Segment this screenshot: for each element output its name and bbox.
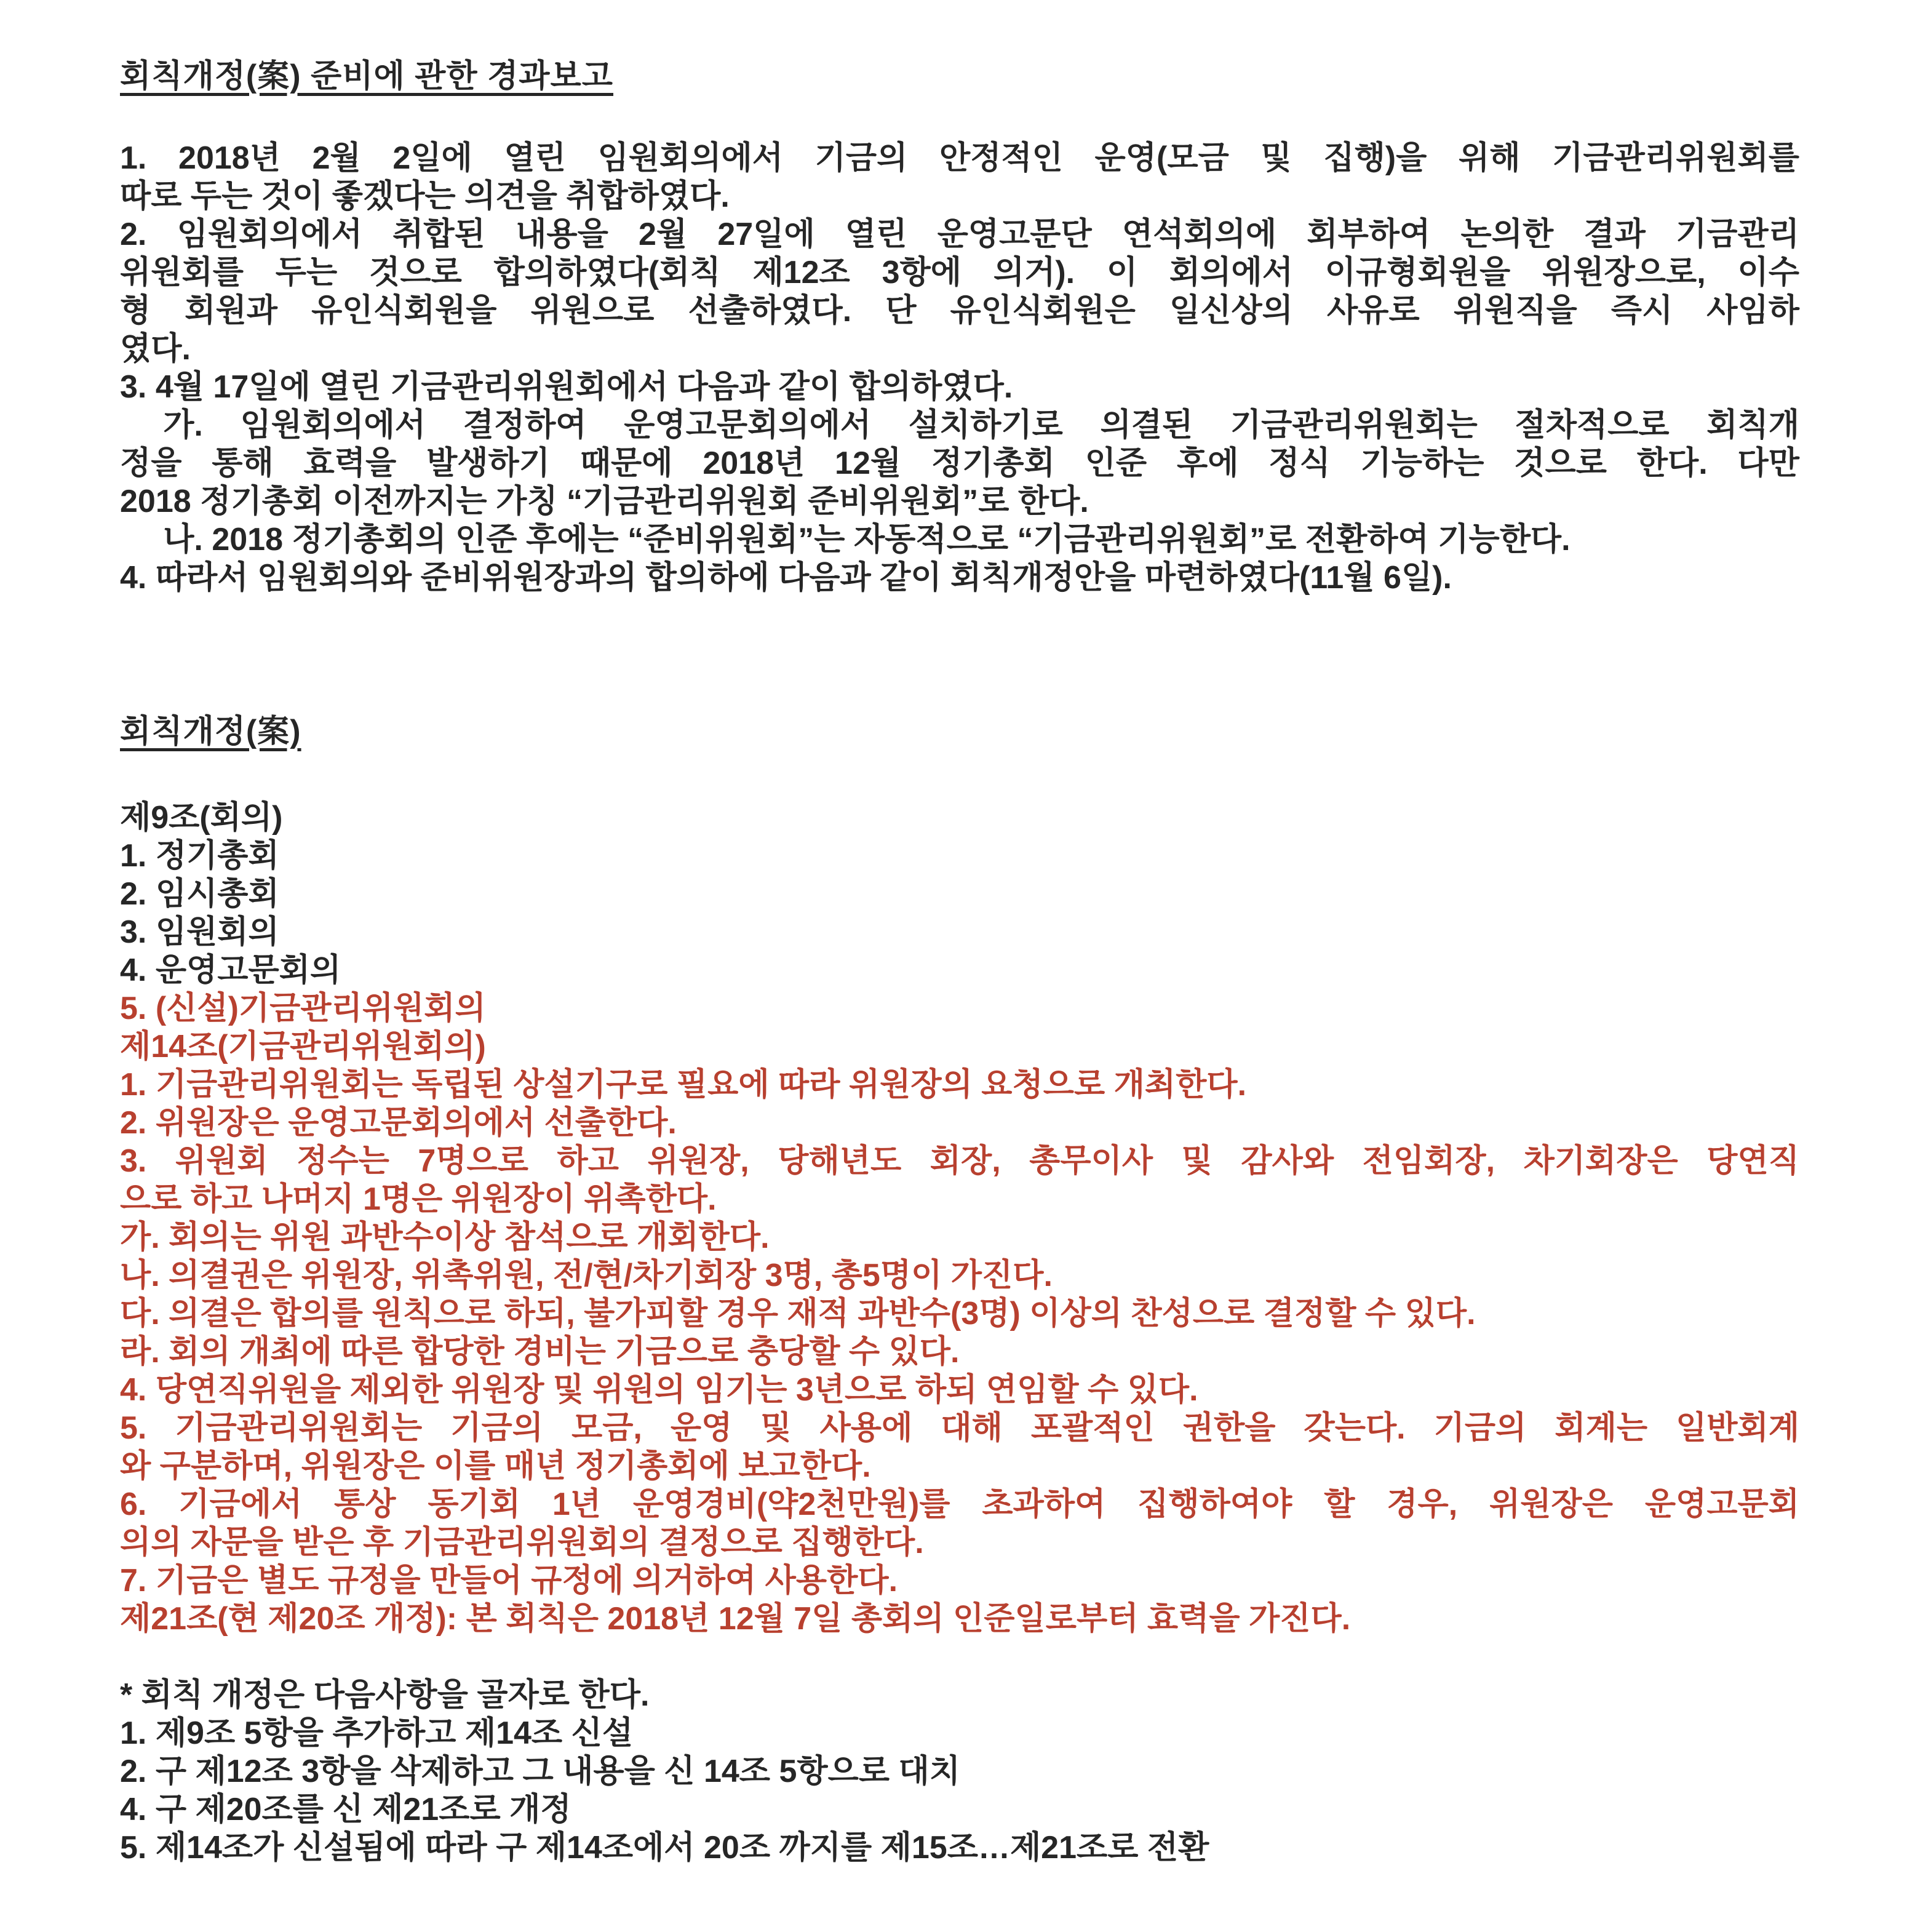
summary-line: 4. 구 제20조를 신 제21조로 개정 bbox=[120, 1792, 571, 1827]
report-line: 3. 4월 17일에 열린 기금관리위원회에서 다음과 같이 합의하였다. bbox=[120, 369, 1013, 405]
amendment-section bbox=[120, 713, 1799, 1638]
amendment-line: 4. 운영고문회의 bbox=[120, 952, 341, 988]
amendment-line: 1. 기금관리위원회는 독립된 상설기구로 필요에 따라 위원장의 요청으로 개최한다. bbox=[120, 1067, 1247, 1103]
report-body bbox=[120, 139, 1799, 597]
amendment-line: 으로 하고 나머지 1명은 위원장이 위촉한다. bbox=[120, 1181, 717, 1217]
report-line: 였다. bbox=[120, 331, 191, 367]
report-title: 회칙개정(案) 준비에 관한 경과보고 bbox=[120, 58, 613, 94]
report-line: 나. 2018 정기총회의 인준 후에는 “준비위원회”는 자동적으로 “기금관리위원회”로 전환하여 기능한다. bbox=[163, 522, 1571, 557]
summary-line: 2. 구 제12조 3항을 삭제하고 그 내용을 신 14조 5항으로 대치 bbox=[120, 1754, 961, 1789]
report-line: 1. 2018년 2월 2일에 열린 임원회의에서 기금의 안정적인 운영(모금 및 집행)을 위해 기금관리위원회를 bbox=[120, 140, 1799, 176]
amendment-line: 1. 정기총회 bbox=[120, 838, 279, 874]
report-line: 2018 정기총회 이전까지는 가칭 “기금관리위원회 준비위원회”로 한다. bbox=[120, 484, 1089, 519]
amendment-line: 7. 기금은 별도 규정을 만들어 규정에 의거하여 사용한다. bbox=[120, 1563, 898, 1599]
amendment-line: 나. 의결권은 위원장, 위촉위원, 전/현/차기회장 3명, 총5명이 가진다. bbox=[120, 1258, 1053, 1293]
report-line: 2. 임원회의에서 취합된 내용을 2월 27일에 열린 운영고문단 연석회의에 회부하여 논의한 결과 기금관리 bbox=[120, 217, 1799, 252]
report-line: 정을 통해 효력을 발생하기 때문에 2018년 12월 정기총회 인준 후에 정식 기능하는 것으로 한다. 다만 bbox=[120, 445, 1799, 481]
amendment-line: 2. 위원장은 운영고문회의에서 선출한다. bbox=[120, 1105, 677, 1141]
amendment-title: 회칙개정(案) bbox=[120, 714, 301, 749]
report-line: 4. 따라서 임원회의와 준비위원장과의 합의하에 다음과 같이 회칙개정안을 마련하였다(11월 6일). bbox=[120, 560, 1452, 596]
summary-line: * 회칙 개정은 다음사항을 골자로 한다. bbox=[120, 1677, 650, 1713]
amendment-line: 제21조(현 제20조 개정): 본 회칙은 2018년 12월 7일 총회의 인준일로부터 효력을 가진다. bbox=[120, 1601, 1351, 1637]
amendment-body bbox=[120, 799, 1799, 1638]
amendment-line: 2. 임시총회 bbox=[120, 876, 279, 912]
summary-body bbox=[120, 1676, 1799, 1867]
amendment-line: 4. 당연직위원을 제외한 위원장 및 위원의 임기는 3년으로 하되 연임할 수 있다. bbox=[120, 1372, 1198, 1408]
amendment-line: 3. 임원회의 bbox=[120, 914, 279, 950]
amendment-line: 의의 자문을 받은 후 기금관리위원회의 결정으로 집행한다. bbox=[120, 1525, 924, 1560]
report-line: 위원회를 두는 것으로 합의하였다(회칙 제12조 3항에 의거). 이 회의에서 이규형회원을 위원장으로, 이수 bbox=[120, 255, 1799, 290]
amendment-line: 라. 회의 개최에 따른 합당한 경비는 기금으로 충당할 수 있다. bbox=[120, 1334, 960, 1370]
amendment-line: 다. 의결은 합의를 원칙으로 하되, 불가피할 경우 재적 과반수(3명) 이상의 찬성으로 결정할 수 있다. bbox=[120, 1296, 1476, 1331]
amendment-line: 제9조(회의) bbox=[120, 800, 283, 836]
report-line: 형 회원과 유인식회원을 위원으로 선출하였다. 단 유인식회원은 일신상의 사유로 위원직을 즉시 사임하 bbox=[120, 293, 1799, 329]
amendment-line: 와 구분하며, 위원장은 이를 매년 정기총회에 보고한다. bbox=[120, 1448, 871, 1484]
summary-line: 1. 제9조 5항을 추가하고 제14조 신설 bbox=[120, 1715, 634, 1751]
amendment-line: 5. (신설)기금관리위원회의 bbox=[120, 991, 486, 1026]
summary-section bbox=[120, 1676, 1799, 1867]
amendment-line: 5. 기금관리위원회는 기금의 모금, 운영 및 사용에 대해 포괄적인 권한을 갖는다. 기금의 회계는 일반회계 bbox=[120, 1410, 1799, 1446]
report-line: 가. 임원회의에서 결정하여 운영고문회의에서 설치하기로 의결된 기금관리위원회는 절차적으로 회칙개 bbox=[163, 407, 1799, 443]
progress-report-section bbox=[120, 57, 1799, 597]
summary-line: 5. 제14조가 신설됨에 따라 구 제14조에서 20조 까지를 제15조…제21조로 전환 bbox=[120, 1830, 1209, 1866]
amendment-line: 제14조(기금관리위원회의) bbox=[120, 1029, 486, 1064]
amendment-line: 6. 기금에서 통상 동기회 1년 운영경비(약2천만원)를 초과하여 집행하여야 할 경우, 위원장은 운영고문회 bbox=[120, 1487, 1799, 1522]
amendment-line: 가. 회의는 위원 과반수이상 참석으로 개회한다. bbox=[120, 1219, 770, 1255]
report-line: 따로 두는 것이 좋겠다는 의견을 취합하였다. bbox=[120, 178, 730, 214]
amendment-line: 3. 위원회 정수는 7명으로 하고 위원장, 당해년도 회장, 총무이사 및 감사와 전임회장, 차기회장은 당연직 bbox=[120, 1143, 1799, 1179]
